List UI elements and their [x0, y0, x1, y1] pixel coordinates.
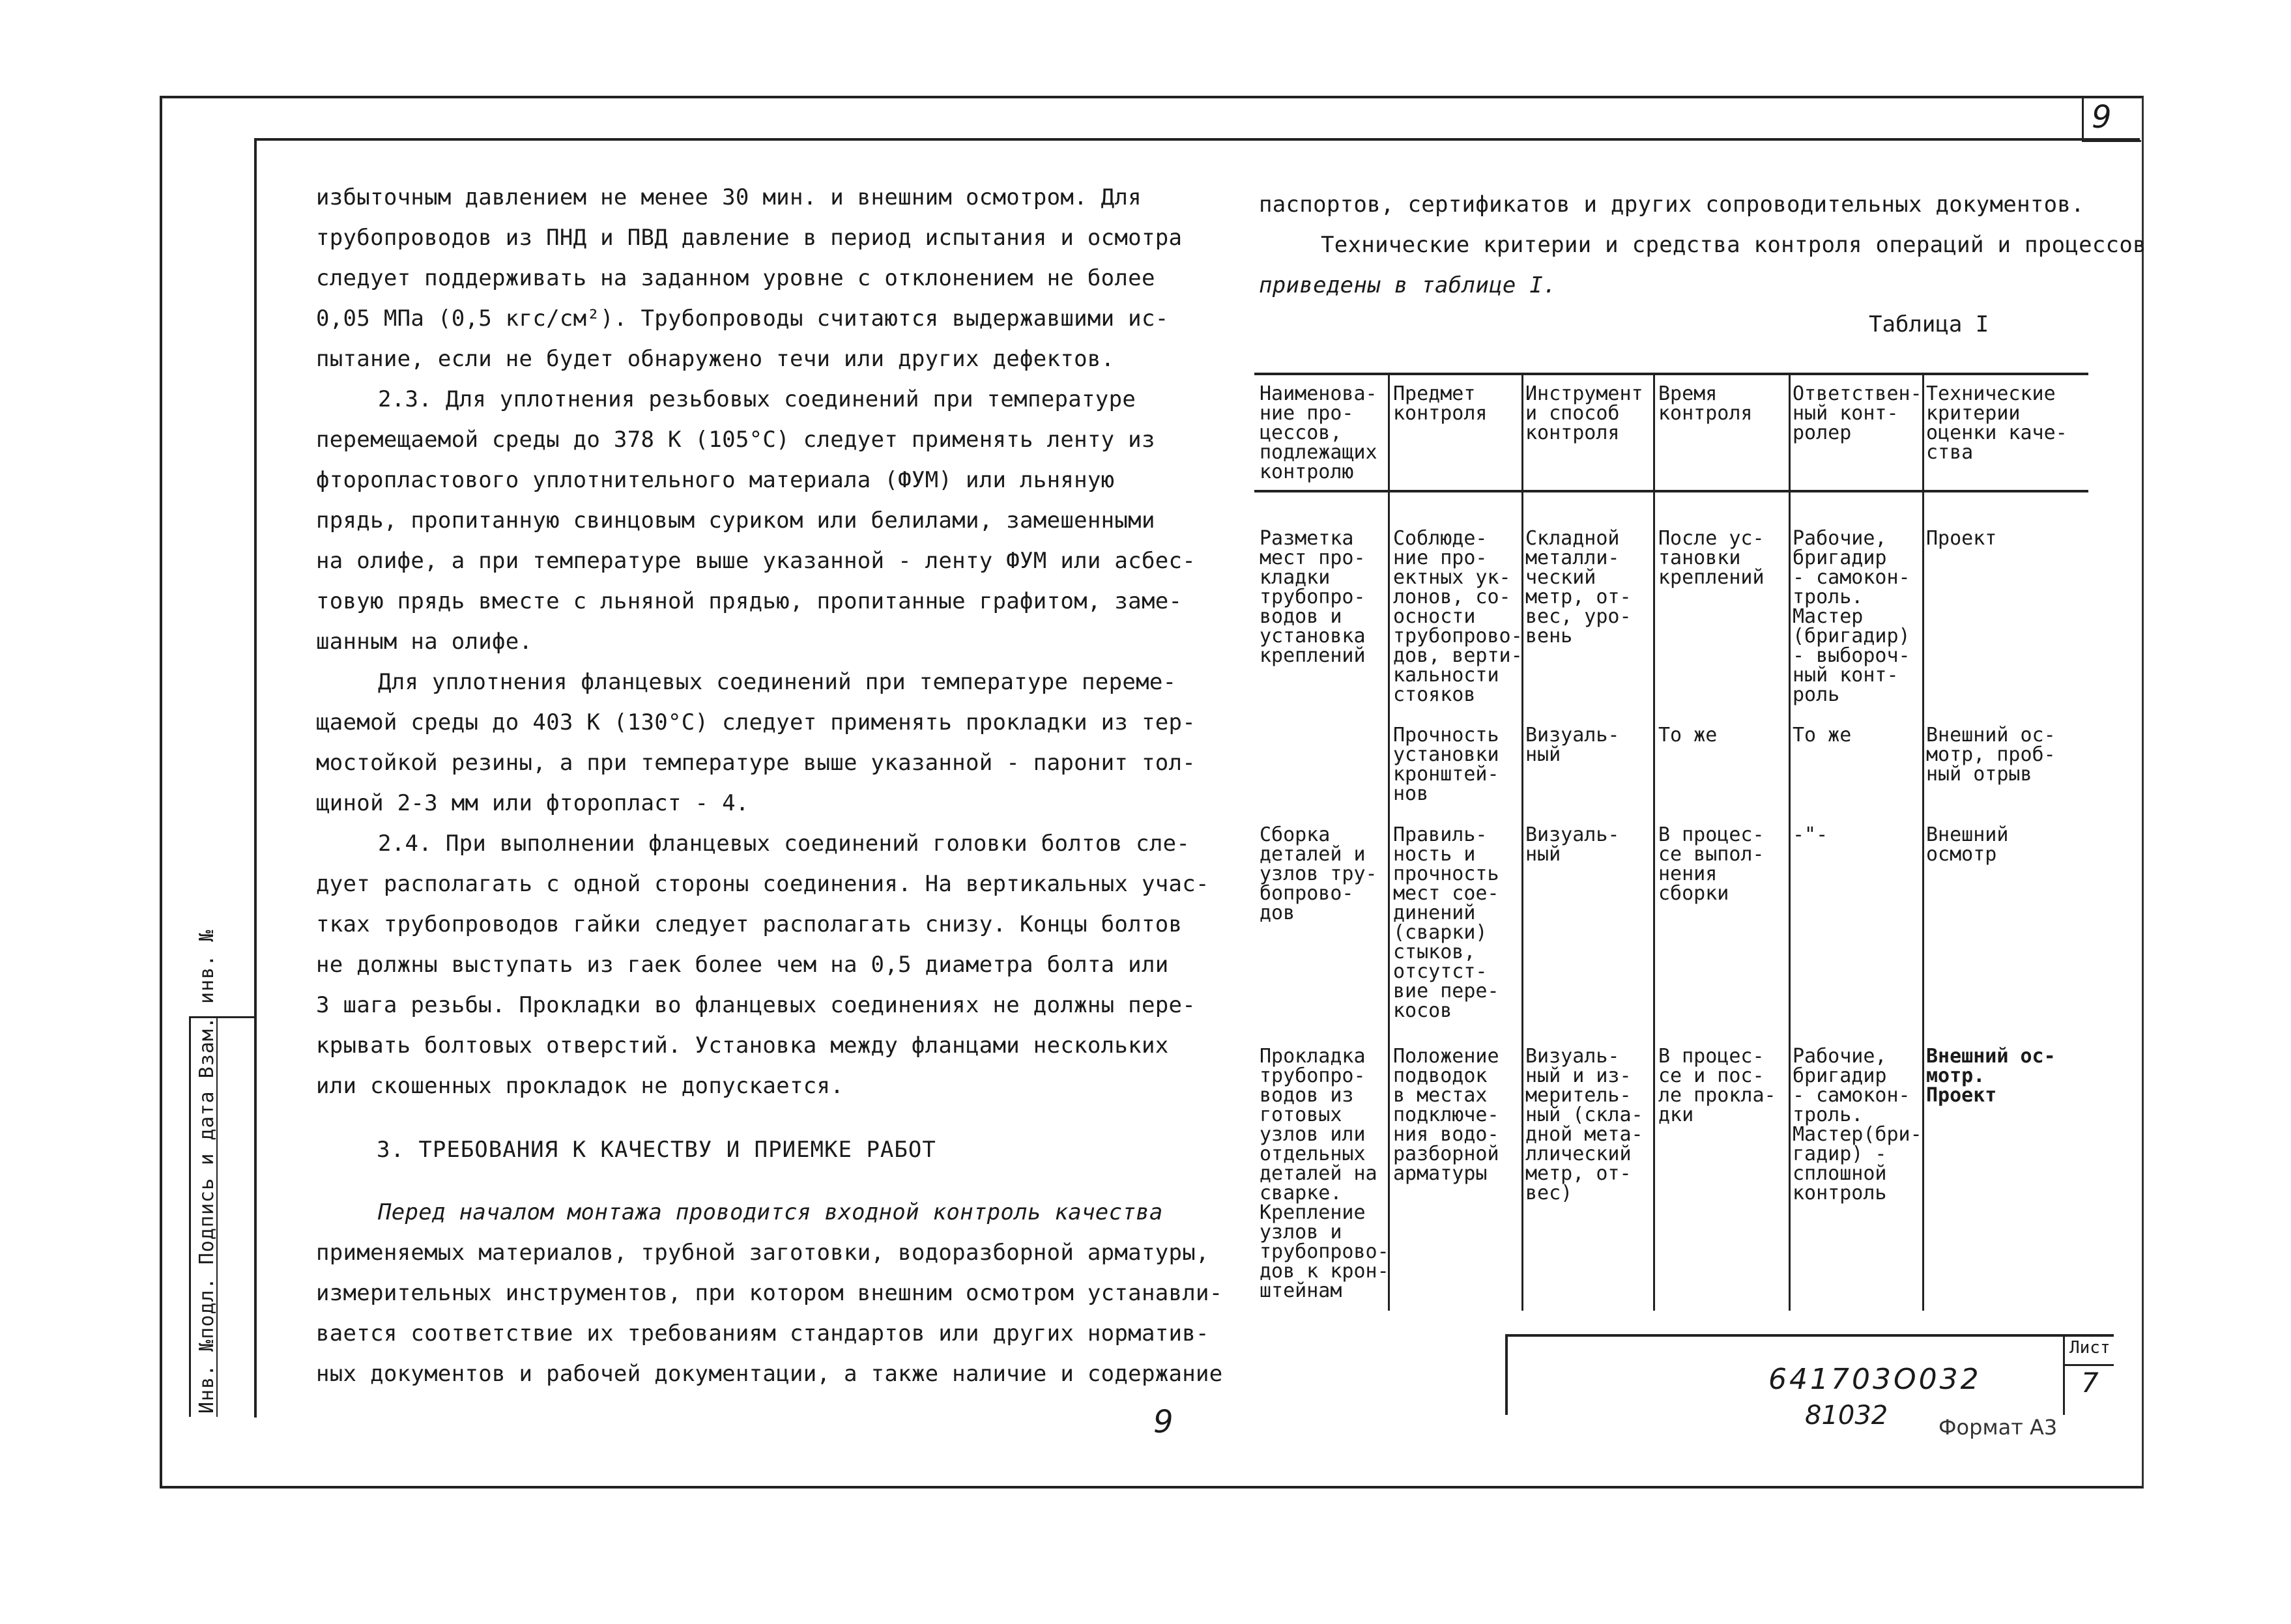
control-table: [1254, 373, 2088, 1311]
text-line: Технические критерии и средства контроля операций и процессов: [1321, 232, 2146, 258]
table-cell: Складной металли- ческий метр, от- вес, уро- вень: [1525, 527, 1632, 648]
table-cell: Внешний осмотр: [1926, 823, 2009, 866]
text-line: фторопластового уплотнительного материала (ФУМ) или льняную: [316, 467, 1115, 493]
text-line: трубопроводов из ПНД и ПВД давление в период испытания и осмотра: [316, 225, 1183, 251]
text-line: приведены в таблице I.: [1259, 272, 1557, 298]
text-line: перемещаемой среды до 378 К (105°С) следует применять ленту из: [316, 427, 1155, 453]
table-col-rule: [1653, 373, 1655, 1311]
right-column-text: [1259, 184, 2146, 306]
sheet-number: 7: [2081, 1367, 2099, 1399]
table-cell: -"-: [1793, 823, 1828, 846]
table-cell: Визуаль- ный и из- меритель- ный (скла- дной мета- ллический метр, от- вес): [1525, 1045, 1643, 1204]
table-header-cell: Инструмент и способ контроля: [1525, 382, 1643, 444]
text-line: шанным на олифе.: [316, 629, 533, 655]
text-line: избыточным давлением не менее 30 мин. и внешним осмотром. Для: [316, 184, 1142, 210]
table-header-rule: [1254, 490, 2088, 492]
text-line: следует поддерживать на заданном уровне с отклонением не более: [316, 265, 1155, 291]
text-line: мостойкой резины, а при температуре выше указанной - паронит тол-: [316, 750, 1196, 776]
table-header-cell: Время контроля: [1658, 382, 1753, 425]
table-cell: В процес- се выпол- нения сборки: [1658, 823, 1765, 905]
table-header-cell: Технические критерии оценки каче- ства: [1926, 382, 2068, 464]
text-line: крывать болтовых отверстий. Установка между фланцами нескольких: [316, 1033, 1169, 1059]
section-title: 3. ТРЕБОВАНИЯ К КАЧЕСТВУ И ПРИЕМКЕ РАБОТ: [377, 1137, 936, 1163]
text-line: щаемой среды до 403 К (130°С) следует применять прокладки из тер-: [316, 709, 1196, 735]
table-cell: В процес- се и пос- ле прокла- дки: [1658, 1045, 1776, 1126]
text-line: тках трубопроводов гайки следует располагать снизу. Концы болтов: [316, 911, 1183, 937]
document-code: 641703О032: [1768, 1363, 1981, 1396]
table-cell: Рабочие, бригадир - самокон- троль. Мастер (бригадир) - выбороч- ный конт- роль: [1793, 527, 1910, 706]
text-line: Перед началом монтажа проводится входной контроль качества: [378, 1199, 1163, 1225]
text-line: Для уплотнения фланцевых соединений при температуре переме-: [378, 669, 1177, 695]
table-cell: То же: [1793, 724, 1852, 747]
text-line: измерительных инструментов, при котором внешним осмотром устанавли-: [316, 1280, 1223, 1306]
text-line: товую прядь вместе с льняной прядью, пропитанные графитом, заме-: [316, 588, 1183, 614]
section-text: [316, 1192, 1223, 1394]
side-stamp-label: Инв. №подл. Подпись и дата Взам. инв. №: [195, 929, 218, 1414]
table-cell: Правиль- ность и прочность мест сое- динений (сварки) стыков, отсутст- вие пере- косов: [1393, 823, 1499, 1022]
table-cell: То же: [1658, 724, 1718, 747]
text-line: 0,05 МПа (0,5 кгс/см²). Трубопроводы считаются выдержавшими ис-: [316, 306, 1169, 332]
table-cell: Проект: [1926, 527, 1997, 550]
sheet-label: Лист: [2069, 1338, 2111, 1358]
text-line: прядь, пропитанную свинцовым суриком или белилами, замешенными: [316, 507, 1155, 534]
text-line: дует располагать с одной стороны соединения. На вертикальных учас-: [316, 871, 1209, 897]
table-col-rule: [1922, 373, 1924, 1311]
table-cell: Прочность установки кронштей- нов: [1393, 724, 1499, 805]
table-header-cell: Предмет контроля: [1393, 382, 1488, 425]
table-header-cell: Наименова- ние про- цессов, подлежащих контролю: [1260, 382, 1377, 483]
left-column-text: [316, 177, 1209, 1106]
text-line: вается соответствие их требованиям стандартов или других норматив-: [316, 1320, 1209, 1346]
text-line: 2.4. При выполнении фланцевых соединений головки болтов сле-: [378, 831, 1190, 857]
table-cell: Сборка деталей и узлов тру- бопрово- дов: [1260, 823, 1377, 924]
page-number: 9: [2092, 99, 2112, 135]
table-col-rule: [1521, 373, 1523, 1311]
text-line: 3 шага резьбы. Прокладки во фланцевых соединениях не должны пере-: [316, 992, 1196, 1018]
footer-page-mark: 9: [1153, 1404, 1174, 1440]
table-cell: Разметка мест про- кладки трубопро- водов и установка креплений: [1260, 527, 1366, 667]
text-line: щиной 2-3 мм или фторопласт - 4.: [316, 790, 749, 816]
table-header-cell: Ответствен- ный конт- ролер: [1793, 382, 1922, 444]
table-top-rule: [1254, 373, 2088, 375]
table-col-rule: [1789, 373, 1791, 1311]
text-line: ных документов и рабочей документации, а также наличие и содержание: [316, 1361, 1223, 1387]
text-line: не должны выступать из гаек более чем на 0,5 диаметра болта или: [316, 952, 1169, 978]
footer-handwritten-code: 81032: [1805, 1401, 1888, 1431]
text-line: паспортов, сертификатов и других сопроводительных документов.: [1259, 192, 2084, 218]
text-line: на олифе, а при температуре выше указанной - ленту ФУМ или асбес-: [316, 548, 1196, 574]
table-cell: Визуаль- ный: [1525, 724, 1620, 766]
table-cell: Внешний ос- мотр, проб- ный отрыв: [1926, 724, 2056, 786]
table-cell: После ус- тановки креплений: [1658, 527, 1765, 589]
format-label: Формат А3: [1938, 1415, 2058, 1440]
table-cell: Соблюде- ние про- ектных ук- лонов, со- осности трубопрово- дов, верти- кальности стояков: [1393, 527, 1523, 706]
table-caption: Таблица I: [1869, 311, 1989, 337]
table-cell: Рабочие, бригадир - самокон- троль. Мастер(бри- гадир) - сплошной контроль: [1793, 1045, 1922, 1204]
table-cell: Прокладка трубопро- водов из готовых узлов или отдельных деталей на сварке. Крепление узлов и трубопрово- дов к крон- штейнам: [1260, 1045, 1389, 1302]
table-cell: Визуаль- ный: [1525, 823, 1620, 866]
table-cell: Внешний ос- мотр. Проект: [1926, 1045, 2056, 1107]
text-line: применяемых материалов, трубной заготовки, водоразборной арматуры,: [316, 1240, 1209, 1266]
table-cell: Положение подводок в местах подключе- ния водо- разборной арматуры: [1393, 1045, 1499, 1185]
text-line: или скошенных прокладок не допускается.: [316, 1073, 844, 1099]
text-line: пытание, если не будет обнаружено течи или других дефектов.: [316, 346, 1115, 372]
text-line: 2.3. Для уплотнения резьбовых соединений при температуре: [378, 386, 1136, 412]
